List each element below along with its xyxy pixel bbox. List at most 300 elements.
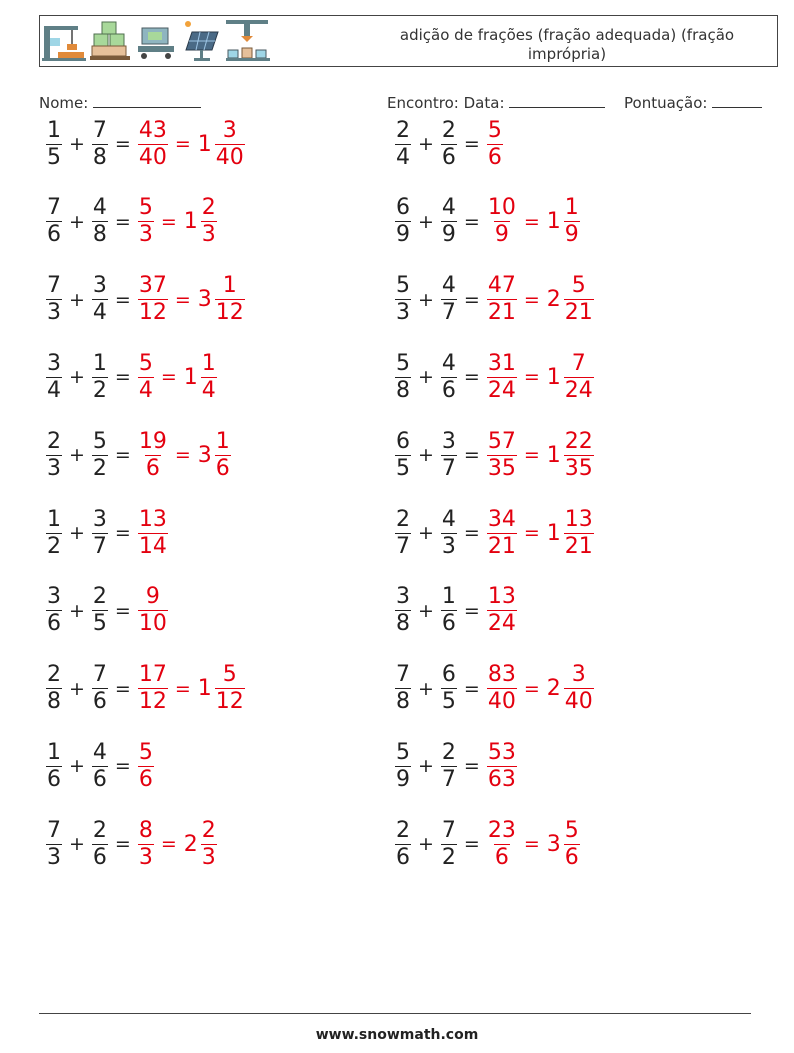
numerator: 13 — [138, 506, 167, 532]
plus-sign: + — [418, 366, 434, 389]
plus-sign: + — [418, 677, 434, 700]
addend-2 — [92, 740, 108, 793]
equals-sign: = — [114, 599, 131, 622]
numerator: 3 — [222, 117, 237, 143]
cargo-pallet-icon — [90, 22, 130, 60]
denominator: 3 — [201, 222, 216, 248]
numerator: 23 — [487, 817, 516, 843]
mixed-fraction — [215, 118, 245, 171]
equals-sign: = — [114, 755, 131, 778]
equals-sign: = — [174, 133, 191, 155]
numerator: 1 — [441, 584, 456, 610]
plus-sign: + — [418, 444, 434, 467]
equals-sign: = — [463, 755, 480, 778]
plus-sign: + — [69, 133, 85, 155]
equals-sign: = — [160, 210, 177, 233]
denominator: 9 — [396, 766, 410, 792]
addend-1 — [395, 429, 411, 482]
addend-1 — [46, 818, 62, 871]
numerator: 6 — [396, 195, 410, 221]
whole-number: 2 — [183, 831, 198, 857]
improper-fraction — [138, 273, 168, 326]
numerator: 3 — [92, 273, 107, 299]
numerator: 57 — [487, 428, 516, 454]
addend-1 — [395, 740, 411, 793]
addend-2 — [441, 273, 457, 326]
denominator: 8 — [92, 144, 107, 170]
numerator: 4 — [441, 350, 456, 376]
plus-sign: + — [418, 522, 434, 544]
denominator: 24 — [487, 377, 516, 403]
numerator: 1 — [222, 273, 237, 299]
numerator: 8 — [138, 817, 153, 843]
whole-number: 2 — [546, 287, 561, 313]
equals-sign: = — [174, 444, 191, 467]
equals-sign: = — [160, 833, 177, 856]
denominator: 4 — [92, 300, 107, 326]
numerator: 3 — [47, 584, 61, 610]
denominator: 21 — [487, 300, 516, 326]
equals-sign: = — [463, 833, 480, 856]
plus-sign: + — [69, 366, 85, 389]
denominator: 8 — [396, 377, 410, 403]
equals-sign: = — [463, 677, 480, 700]
addend-1 — [46, 740, 62, 793]
numerator: 5 — [564, 817, 579, 843]
score-blank[interactable] — [712, 92, 762, 108]
plus-sign: + — [69, 444, 85, 467]
answer — [485, 273, 596, 326]
factory-press-icon — [226, 20, 270, 61]
equals-sign: = — [463, 133, 480, 155]
answer — [485, 662, 596, 715]
addend-1 — [46, 351, 62, 404]
numerator: 7 — [92, 117, 107, 143]
answer — [136, 195, 219, 248]
header-icons — [42, 18, 272, 64]
equals-sign: = — [463, 599, 480, 622]
numerator: 37 — [138, 273, 167, 299]
equals-sign: = — [523, 444, 540, 467]
equals-sign: = — [160, 366, 177, 389]
denominator: 2 — [47, 533, 61, 559]
problem-1 — [44, 114, 247, 174]
denominator: 40 — [215, 144, 244, 170]
denominator: 24 — [564, 377, 593, 403]
numerator: 5 — [571, 273, 586, 299]
improper-fraction — [487, 273, 517, 326]
problem-2 — [393, 114, 505, 174]
improper-fraction — [487, 429, 517, 482]
plus-sign: + — [69, 677, 85, 700]
denominator: 35 — [564, 455, 593, 481]
whole-number: 1 — [183, 209, 198, 235]
addend-2 — [92, 662, 108, 715]
denominator: 40 — [138, 144, 167, 170]
addend-2 — [92, 118, 108, 171]
mixed-fraction — [564, 195, 580, 248]
improper-fraction — [487, 118, 503, 171]
improper-fraction — [138, 351, 154, 404]
date-blank[interactable] — [509, 92, 605, 108]
numerator: 5 — [138, 195, 153, 221]
numerator: 10 — [487, 195, 516, 221]
addend-2 — [441, 195, 457, 248]
numerator: 1 — [47, 506, 61, 532]
addend-2 — [441, 818, 457, 871]
answer — [136, 351, 219, 404]
denominator: 10 — [138, 611, 167, 637]
denominator: 3 — [47, 455, 61, 481]
name-field[interactable] — [39, 92, 201, 112]
addend-1 — [46, 584, 62, 637]
whole-number: 1 — [546, 520, 561, 546]
answer — [485, 584, 519, 637]
numerator: 1 — [47, 117, 61, 143]
answer — [485, 507, 596, 560]
conveyor-machine-icon — [138, 28, 174, 59]
denominator: 35 — [487, 455, 516, 481]
mixed-fraction — [564, 429, 594, 482]
plus-sign: + — [418, 210, 434, 233]
answer — [136, 429, 233, 482]
answer — [136, 740, 156, 793]
whole-number: 3 — [197, 442, 212, 468]
problem-17 — [44, 736, 156, 796]
whole-number: 1 — [183, 364, 198, 390]
denominator: 5 — [47, 144, 61, 170]
whole-number: 1 — [546, 209, 561, 235]
name-label: Nome: — [39, 94, 89, 112]
denominator: 7 — [396, 533, 410, 559]
denominator: 5 — [441, 689, 456, 715]
problem-8 — [393, 347, 596, 407]
denominator: 2 — [441, 844, 456, 870]
improper-fraction — [138, 195, 154, 248]
improper-fraction — [138, 818, 154, 871]
numerator: 5 — [92, 428, 107, 454]
numerator: 4 — [92, 739, 107, 765]
equals-sign: = — [114, 288, 131, 311]
equals-sign: = — [114, 210, 131, 233]
numerator: 47 — [487, 273, 516, 299]
answer — [136, 662, 247, 715]
denominator: 21 — [564, 300, 593, 326]
problem-20 — [393, 814, 582, 874]
denominator: 12 — [215, 300, 244, 326]
meeting-label: Encontro: Data: — [387, 94, 505, 112]
denominator: 3 — [47, 844, 61, 870]
numerator: 2 — [47, 428, 61, 454]
numerator: 5 — [138, 350, 153, 376]
mixed-fraction — [564, 351, 594, 404]
addend-2 — [92, 351, 108, 404]
denominator: 6 — [564, 844, 579, 870]
whole-number: 1 — [546, 364, 561, 390]
denominator: 21 — [487, 533, 516, 559]
denominator: 9 — [564, 222, 579, 248]
plus-sign: + — [418, 133, 434, 155]
numerator: 2 — [92, 584, 107, 610]
numerator: 3 — [92, 506, 107, 532]
problem-3 — [44, 192, 219, 252]
addend-2 — [92, 818, 108, 871]
improper-fraction — [138, 429, 168, 482]
numerator: 2 — [201, 195, 216, 221]
denominator: 6 — [215, 455, 230, 481]
denominator: 6 — [47, 766, 61, 792]
numerator: 9 — [145, 584, 160, 610]
numerator: 2 — [441, 739, 456, 765]
answer — [485, 740, 519, 793]
numerator: 7 — [47, 195, 61, 221]
denominator: 3 — [138, 844, 153, 870]
denominator: 14 — [138, 533, 167, 559]
problem-4 — [393, 192, 582, 252]
improper-fraction — [487, 507, 517, 560]
denominator: 6 — [47, 611, 61, 637]
answer — [485, 118, 505, 171]
mixed-fraction — [564, 662, 594, 715]
score-field[interactable] — [624, 92, 762, 112]
denominator: 9 — [396, 222, 410, 248]
equals-sign: = — [114, 833, 131, 856]
denominator: 2 — [92, 377, 107, 403]
numerator: 3 — [396, 584, 410, 610]
equals-sign: = — [463, 366, 480, 389]
answer — [136, 818, 219, 871]
mixed-fraction — [215, 662, 245, 715]
numerator: 1 — [215, 428, 230, 454]
improper-fraction — [487, 584, 517, 637]
addend-2 — [441, 662, 457, 715]
equals-sign: = — [463, 444, 480, 467]
numerator: 13 — [487, 584, 516, 610]
numerator: 2 — [396, 117, 410, 143]
equals-sign: = — [174, 677, 191, 700]
numerator: 2 — [396, 817, 410, 843]
addend-2 — [441, 429, 457, 482]
improper-fraction — [138, 662, 168, 715]
denominator: 8 — [396, 689, 410, 715]
improper-fraction — [138, 507, 168, 560]
numerator: 3 — [441, 428, 456, 454]
equals-sign: = — [523, 288, 540, 311]
denominator: 6 — [47, 222, 61, 248]
answer — [485, 429, 596, 482]
numerator: 2 — [92, 817, 107, 843]
denominator: 6 — [494, 844, 509, 870]
denominator: 4 — [201, 377, 216, 403]
numerator: 4 — [441, 273, 456, 299]
problem-19 — [44, 814, 219, 874]
plus-sign: + — [69, 210, 85, 233]
denominator: 3 — [396, 300, 410, 326]
mixed-fraction — [564, 273, 594, 326]
denominator: 3 — [138, 222, 153, 248]
denominator: 7 — [441, 455, 456, 481]
equals-sign: = — [523, 833, 540, 856]
addend-1 — [395, 351, 411, 404]
denominator: 6 — [138, 766, 153, 792]
footer-url: www.snowmath.com — [315, 1027, 479, 1043]
addend-2 — [441, 740, 457, 793]
problem-15 — [44, 659, 247, 719]
addend-1 — [395, 818, 411, 871]
improper-fraction — [487, 351, 517, 404]
numerator: 34 — [487, 506, 516, 532]
equals-sign: = — [523, 210, 540, 233]
plus-sign: + — [69, 833, 85, 856]
problem-16 — [393, 659, 596, 719]
denominator: 6 — [441, 611, 456, 637]
addend-2 — [441, 584, 457, 637]
denominator: 3 — [441, 533, 456, 559]
numerator: 5 — [396, 273, 410, 299]
numerator: 4 — [92, 195, 107, 221]
numerator: 3 — [571, 662, 586, 688]
problem-11 — [44, 503, 170, 563]
whole-number: 1 — [197, 676, 212, 702]
addend-2 — [441, 118, 457, 171]
numerator: 1 — [201, 350, 216, 376]
addend-2 — [92, 507, 108, 560]
addend-1 — [395, 662, 411, 715]
equals-sign: = — [114, 133, 131, 155]
numerator: 1 — [92, 350, 107, 376]
equals-sign: = — [114, 677, 131, 700]
plus-sign: + — [69, 755, 85, 778]
plus-sign: + — [418, 599, 434, 622]
numerator: 7 — [571, 350, 586, 376]
addend-1 — [395, 195, 411, 248]
answer — [485, 195, 582, 248]
equals-sign: = — [463, 288, 480, 311]
denominator: 63 — [487, 766, 516, 792]
meeting-date-field[interactable] — [387, 92, 605, 112]
addend-1 — [46, 429, 62, 482]
answer — [136, 118, 247, 171]
whole-number: 1 — [197, 131, 212, 157]
denominator: 5 — [92, 611, 107, 637]
name-blank[interactable] — [93, 92, 201, 108]
addend-1 — [395, 273, 411, 326]
whole-number: 3 — [197, 287, 212, 313]
numerator: 7 — [47, 273, 61, 299]
denominator: 8 — [47, 689, 61, 715]
numerator: 31 — [487, 350, 516, 376]
numerator: 7 — [47, 817, 61, 843]
plus-sign: + — [69, 288, 85, 311]
denominator: 21 — [564, 533, 593, 559]
denominator: 12 — [138, 300, 167, 326]
denominator: 9 — [441, 222, 456, 248]
problem-7 — [44, 347, 219, 407]
numerator: 7 — [92, 662, 107, 688]
problem-6 — [393, 270, 596, 330]
improper-fraction — [138, 118, 168, 171]
denominator: 6 — [441, 377, 456, 403]
score-label: Pontuação: — [624, 94, 708, 112]
improper-fraction — [487, 818, 517, 871]
denominator: 6 — [92, 689, 107, 715]
numerator: 2 — [396, 506, 410, 532]
denominator: 8 — [396, 611, 410, 637]
improper-fraction — [487, 740, 517, 793]
numerator: 13 — [564, 506, 593, 532]
numerator: 5 — [487, 117, 502, 143]
addend-1 — [46, 662, 62, 715]
equals-sign: = — [463, 522, 480, 544]
plus-sign: + — [69, 522, 85, 544]
plus-sign: + — [418, 288, 434, 311]
whole-number: 3 — [546, 831, 561, 857]
denominator: 6 — [396, 844, 410, 870]
addend-2 — [92, 273, 108, 326]
equals-sign: = — [523, 677, 540, 700]
numerator: 5 — [396, 739, 410, 765]
equals-sign: = — [463, 210, 480, 233]
denominator: 6 — [92, 844, 107, 870]
worksheet-title: adição de frações (fração adequada) (fração imprópria) — [399, 26, 735, 63]
denominator: 4 — [47, 377, 61, 403]
denominator: 24 — [487, 611, 516, 637]
problem-10 — [393, 425, 596, 485]
plus-sign: + — [418, 833, 434, 856]
improper-fraction — [138, 584, 168, 637]
denominator: 6 — [487, 144, 502, 170]
numerator: 83 — [487, 662, 516, 688]
denominator: 7 — [92, 533, 107, 559]
worksheet-header — [39, 15, 778, 67]
problem-14 — [393, 581, 519, 641]
denominator: 5 — [396, 455, 410, 481]
numerator: 4 — [441, 506, 456, 532]
addend-2 — [92, 429, 108, 482]
numerator: 1 — [564, 195, 579, 221]
numerator: 43 — [138, 117, 167, 143]
numerator: 3 — [47, 350, 61, 376]
problem-9 — [44, 425, 233, 485]
solar-panel-icon — [185, 21, 218, 61]
denominator: 7 — [441, 766, 456, 792]
mixed-fraction — [201, 195, 217, 248]
numerator: 4 — [441, 195, 456, 221]
mixed-fraction — [201, 351, 217, 404]
improper-fraction — [487, 662, 517, 715]
denominator: 3 — [47, 300, 61, 326]
denominator: 2 — [92, 455, 107, 481]
answer — [136, 584, 170, 637]
addend-1 — [46, 118, 62, 171]
problem-18 — [393, 736, 519, 796]
plus-sign: + — [69, 599, 85, 622]
answer — [485, 351, 596, 404]
numerator: 6 — [441, 662, 456, 688]
mixed-fraction — [564, 818, 580, 871]
numerator: 17 — [138, 662, 167, 688]
addend-2 — [441, 507, 457, 560]
addend-1 — [46, 507, 62, 560]
footer-rule — [39, 1013, 751, 1014]
addend-1 — [395, 118, 411, 171]
denominator: 7 — [441, 300, 456, 326]
problem-13 — [44, 581, 170, 641]
crane-icon — [42, 26, 86, 61]
answer — [136, 507, 170, 560]
addend-2 — [92, 195, 108, 248]
mixed-fraction — [215, 429, 231, 482]
